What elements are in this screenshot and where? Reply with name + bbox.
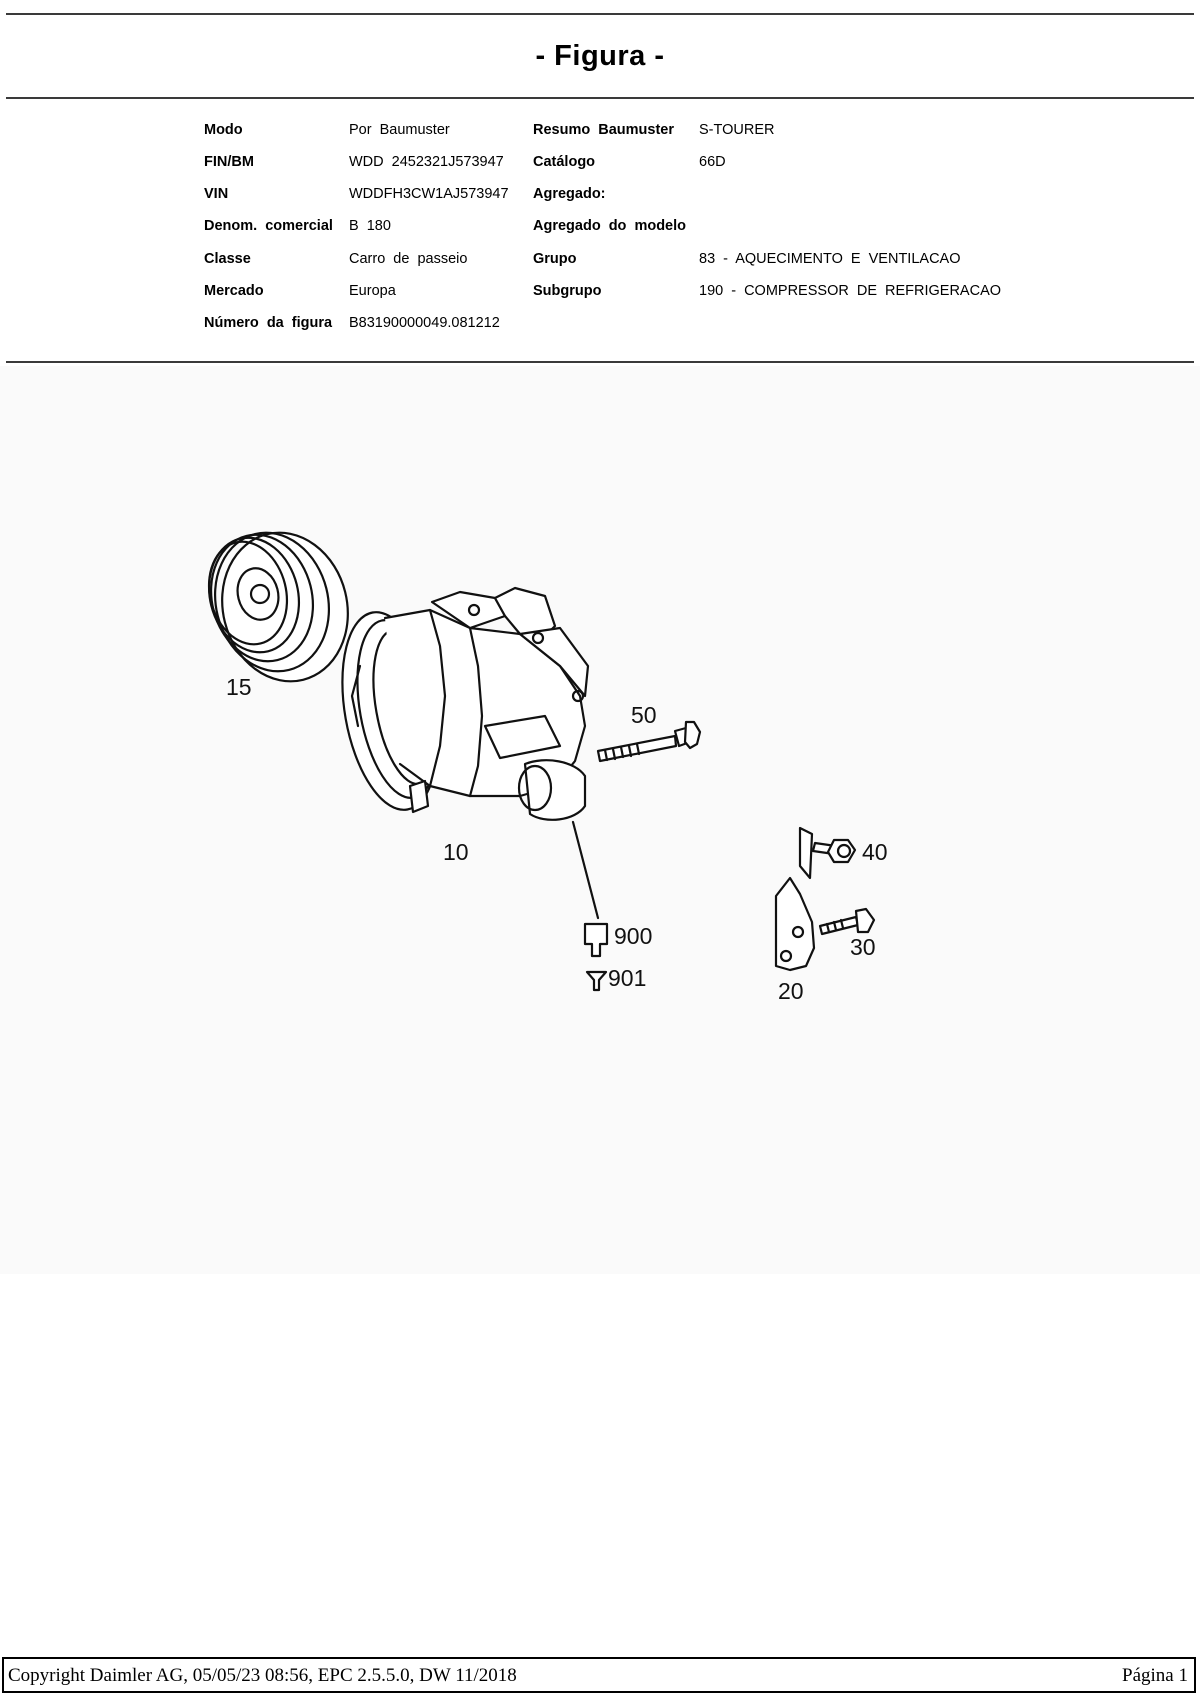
callout-30: 30 [850, 934, 876, 960]
info-key: FIN/BM [204, 154, 254, 170]
info-row [0, 218, 1200, 238]
fitting-901-part [587, 972, 606, 990]
info-key: Número da figura [204, 315, 333, 331]
info-value: Por Baumuster [349, 122, 450, 138]
page-footer [2, 1657, 1196, 1693]
info-value: Europa [349, 283, 396, 299]
info-value: Carro de passeio [349, 251, 468, 267]
page-title: - Figura - [535, 40, 665, 72]
info-key: Subgrupo [533, 283, 602, 299]
bolt-40-part [813, 840, 855, 862]
info-row [0, 186, 1200, 206]
compressor-part [328, 588, 588, 820]
info-rule [6, 361, 1194, 363]
pulley-part [197, 519, 363, 695]
callout-40: 40 [862, 839, 888, 865]
info-value: 66D [699, 154, 726, 170]
info-value: 190 - COMPRESSOR DE REFRIGERACAO [699, 283, 1002, 299]
info-value: S-TOURER [699, 122, 775, 138]
info-key: Grupo [533, 251, 577, 267]
bolt-30-part [820, 909, 874, 934]
callout-900: 900 [614, 923, 653, 949]
fitting-900-part [585, 924, 607, 956]
info-key: Modo [204, 122, 243, 138]
exploded-parts-diagram [0, 366, 1200, 1274]
callout-15: 15 [226, 674, 252, 700]
info-value: B 180 [349, 218, 391, 234]
info-key: Agregado: [533, 186, 606, 202]
info-key: Catálogo [533, 154, 596, 170]
page-number: Página 1 [1122, 1665, 1188, 1686]
info-key: Resumo Baumuster [533, 122, 674, 138]
info-value: B83190000049.081212 [349, 315, 500, 331]
info-key: Classe [204, 251, 251, 267]
info-value: WDDFH3CW1AJ573947 [349, 186, 509, 202]
info-row [0, 283, 1200, 303]
info-key: VIN [204, 186, 229, 202]
info-row [0, 154, 1200, 174]
info-key: Agregado do modelo [533, 218, 686, 234]
bracket-part [776, 828, 814, 970]
callout-10: 10 [443, 839, 469, 865]
callout-901: 901 [608, 965, 647, 991]
header-rule [6, 97, 1194, 99]
info-key: Denom. comercial [204, 218, 333, 234]
callout-leader [573, 822, 598, 918]
top-rule [6, 13, 1194, 15]
info-row [0, 122, 1200, 142]
info-value: 83 - AQUECIMENTO E VENTILACAO [699, 251, 961, 267]
info-row [0, 251, 1200, 271]
copyright-text: Copyright Daimler AG, 05/05/23 08:56, EPC 2.5.5.0, DW 11/2018 [8, 1665, 517, 1686]
info-value: WDD 2452321J573947 [349, 154, 504, 170]
info-row [0, 315, 1200, 335]
callout-50: 50 [631, 702, 657, 728]
parts-figure [0, 366, 1200, 1274]
callout-20: 20 [778, 978, 804, 1004]
info-key: Mercado [204, 283, 264, 299]
